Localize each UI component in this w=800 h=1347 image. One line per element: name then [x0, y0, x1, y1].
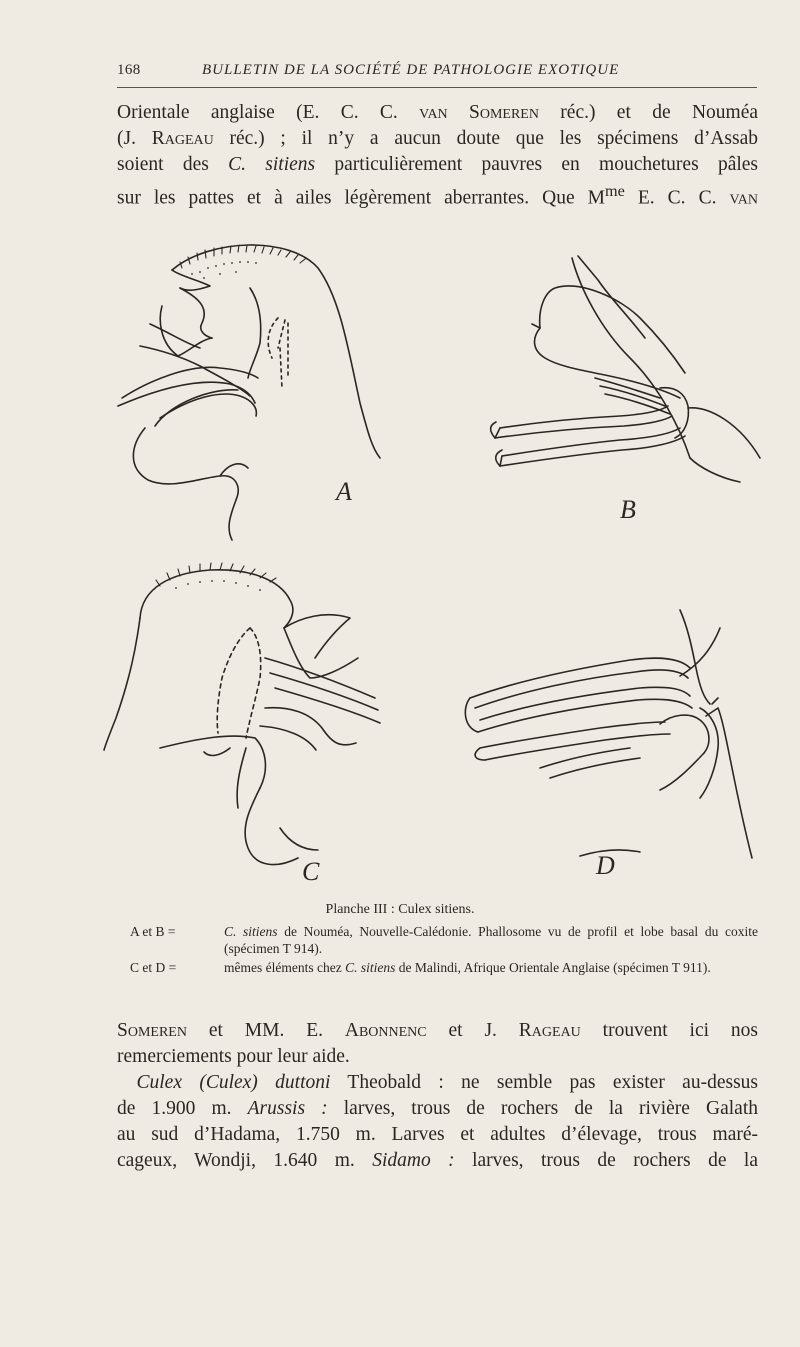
- text-run: soient des: [117, 154, 229, 175]
- text-run: et J.: [426, 1020, 519, 1041]
- text-line: [117, 178, 758, 212]
- text-run: cageux, Wondji, 1.640 m.: [117, 1150, 373, 1171]
- drawing-a: [118, 245, 380, 540]
- caption-key: C et D =: [130, 960, 177, 975]
- figure-label-d: D: [596, 851, 615, 880]
- text-run: Orientale anglaise (E. C. C.: [117, 102, 420, 123]
- text-run: mêmes éléments chez: [224, 960, 346, 975]
- text-line: [117, 1070, 758, 1096]
- text-run: larves, trous de rochers de la rivière Galath: [327, 1098, 758, 1119]
- top-paragraph: [117, 100, 758, 212]
- species-name: C. sitiens: [224, 924, 278, 939]
- author-name: Rageau: [151, 128, 214, 149]
- figure-label-a: A: [336, 477, 352, 506]
- text-run: remerciements pour leur aide.: [117, 1046, 350, 1067]
- drawing-c: [104, 563, 380, 886]
- caption-row-c-d: [130, 959, 758, 976]
- author-name: Someren: [117, 1020, 187, 1041]
- drawing-b: [491, 256, 760, 524]
- species-name: C. sitiens: [228, 154, 316, 175]
- figure-label-b: B: [620, 495, 636, 524]
- species-name: C. sitiens: [345, 960, 396, 975]
- text-run: Theobald : ne semble pas exister au-dessus: [330, 1072, 758, 1093]
- caption-text: [224, 959, 758, 976]
- text-line: [117, 1018, 758, 1044]
- text-line: [117, 126, 758, 152]
- text-run: (J.: [117, 128, 152, 149]
- region-name: Arussis :: [247, 1098, 328, 1119]
- figure-label-c: C: [302, 857, 320, 886]
- text-line: [117, 1148, 758, 1174]
- header-rule: [117, 87, 757, 88]
- bottom-paragraph: [117, 1018, 758, 1174]
- text-run: sur les pattes et à ailes légèrement aberrantes. Que M: [117, 187, 605, 209]
- text-line: [117, 1044, 758, 1070]
- page-number: 168: [117, 62, 141, 78]
- author-name: van Someren: [419, 102, 539, 123]
- text-run: au sud d’Hadama, 1.750 m. Larves et adultes d’élevage, trous maré-: [117, 1124, 758, 1145]
- plate-figure: [100, 228, 780, 898]
- text-run: larves, trous de rochers de la: [454, 1150, 758, 1171]
- species-name: Culex (Culex) duttoni: [136, 1072, 331, 1093]
- journal-title: BULLETIN DE LA SOCIÉTÉ DE PATHOLOGIE EXOTIQUE: [202, 62, 620, 78]
- text-line: [117, 1096, 758, 1122]
- author-name: Rageau: [518, 1020, 581, 1041]
- superscript: me: [605, 182, 625, 200]
- text-run: particulièrement pauvres en mouchetures pâles: [315, 154, 759, 175]
- plate-caption-title: [0, 902, 800, 918]
- text-run: réc.) ; il n’y a aucun doute que les spécimens d’Assab: [213, 128, 758, 149]
- text-run: de Nouméa, Nouvelle-Calédonie. Phallosome vu de profil et lobe basal du coxite (spécimen T 914).: [224, 924, 758, 956]
- text-line: [117, 100, 758, 126]
- caption-text: [224, 923, 758, 957]
- text-run: réc.) et de Nouméa: [538, 102, 759, 123]
- text-run: E. C. C.: [624, 187, 730, 209]
- text-run: et MM. E.: [186, 1020, 345, 1041]
- caption-title-text: Planche III : Culex sitiens.: [325, 902, 475, 917]
- caption-key: A et B =: [130, 924, 176, 939]
- region-name: Sidamo :: [372, 1150, 455, 1171]
- text-run: trouvent ici nos: [580, 1020, 758, 1041]
- text-line: [117, 1122, 758, 1148]
- drawing-d: [465, 610, 752, 880]
- caption-row-a-b: [130, 923, 758, 957]
- author-name: van: [729, 187, 758, 209]
- author-name: Abonnenc: [344, 1020, 427, 1041]
- text-run: de Malindi, Afrique Orientale Anglaise (spécimen T 911).: [395, 960, 711, 975]
- text-line: [117, 152, 758, 178]
- text-run: de 1.900 m.: [117, 1098, 248, 1119]
